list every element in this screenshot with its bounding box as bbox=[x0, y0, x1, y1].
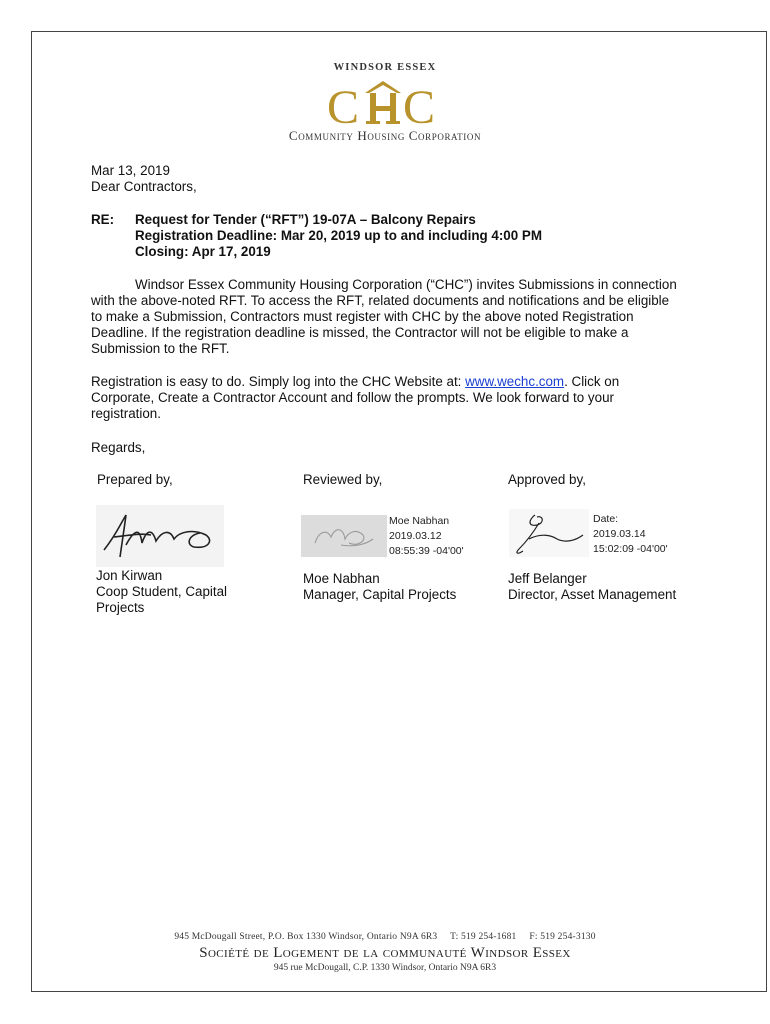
chc-logo-mark bbox=[325, 79, 445, 129]
digital-approval-date: 2019.03.14 bbox=[593, 528, 646, 540]
footer-address-fr: 945 rue McDougall, C.P. 1330 Windsor, Ontario N9A 6R3 bbox=[273, 963, 497, 973]
paragraph-1-line-4: Deadline. If the registration deadline is missed, the Contractor will not be eligible to make a bbox=[91, 325, 629, 340]
approver-name: Jeff Belanger bbox=[508, 571, 587, 586]
svg-text:C: C bbox=[403, 81, 436, 129]
chc-logo bbox=[0, 79, 770, 129]
prepared-by-label: Prepared by, bbox=[97, 472, 173, 487]
paragraph-1-line-2: with the above-noted RFT. To access the RFT, related documents and notifications and be eligible bbox=[91, 293, 670, 308]
preparer-title-line-1: Coop Student, Capital bbox=[96, 584, 228, 599]
preparer-name: Jon Kirwan bbox=[96, 568, 163, 583]
digital-signature-time: 08:55:39 -04'00' bbox=[389, 545, 464, 557]
approved-by-label: Approved by, bbox=[508, 472, 586, 487]
paragraph-1-line-3: to make a Submission, Contractors must register with CHC by the above noted Registration bbox=[91, 309, 634, 324]
letter-date: Mar 13, 2019 bbox=[91, 163, 170, 178]
reviewer-title: Manager, Capital Projects bbox=[303, 587, 457, 602]
re-label: RE: bbox=[91, 212, 115, 227]
digital-signature-date: 2019.03.12 bbox=[389, 530, 442, 542]
paragraph-2-before-link: Registration is easy to do. Simply log into the CHC Website at: bbox=[91, 374, 466, 389]
salutation: Dear Contractors, bbox=[91, 179, 197, 194]
paragraph-1-line-5: Submission to the RFT. bbox=[91, 341, 230, 356]
footer-org-fr: Société de Logement de la communauté Windsor Essex bbox=[199, 945, 571, 961]
letterhead-subtitle: Community Housing Corporation bbox=[288, 128, 482, 143]
re-line-1: Request for Tender (“RFT”) 19-07A – Balcony Repairs bbox=[135, 212, 476, 227]
paragraph-1-line-1: Windsor Essex Community Housing Corporation (“CHC”) invites Submissions in connection bbox=[135, 277, 677, 292]
paragraph-2-line-3: registration. bbox=[91, 406, 161, 421]
digital-approval-date-label: Date: bbox=[593, 513, 619, 525]
reviewed-by-label: Reviewed by, bbox=[303, 472, 383, 487]
digital-approval-time: 15:02:09 -04'00' bbox=[593, 543, 668, 555]
signature-image-jeff-belanger bbox=[509, 509, 589, 557]
preparer-title-line-2: Projects bbox=[96, 600, 145, 615]
paragraph-2-line-2: Corporate, Create a Contractor Account and follow the prompts. We look forward to your bbox=[91, 390, 614, 405]
paragraph-2-after-link: . Click on bbox=[564, 374, 620, 389]
footer-address-en: 945 McDougall Street, P.O. Box 1330 Windsor, Ontario N9A 6R3 T: 519 254-1681 F: 519 254-3130 bbox=[174, 932, 596, 942]
paragraph-2-line-1 bbox=[91, 374, 619, 390]
approver-title: Director, Asset Management bbox=[508, 587, 677, 602]
signature-image-jon-kirwan bbox=[96, 505, 224, 567]
signature-image-moe-nabhan bbox=[301, 515, 387, 557]
digital-signature-name: Moe Nabhan bbox=[389, 515, 450, 527]
letterhead-top-text: WINDSOR ESSEX bbox=[333, 62, 437, 73]
website-link[interactable]: www.wechc.com bbox=[465, 374, 565, 389]
svg-text:C: C bbox=[327, 81, 360, 129]
re-line-3: Closing: Apr 17, 2019 bbox=[135, 244, 271, 259]
reviewer-name: Moe Nabhan bbox=[303, 571, 380, 586]
closing: Regards, bbox=[91, 440, 146, 455]
re-line-2: Registration Deadline: Mar 20, 2019 up to and including 4:00 PM bbox=[135, 228, 543, 243]
